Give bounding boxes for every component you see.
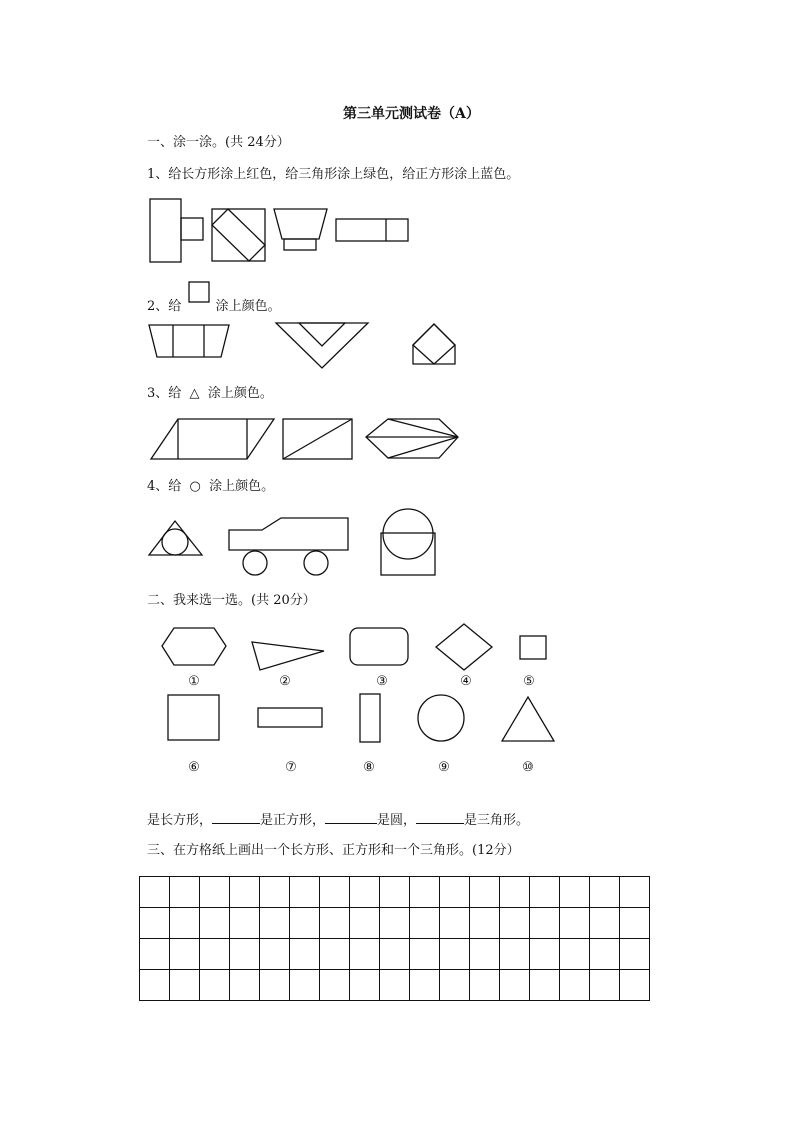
grid-cell[interactable] [410, 908, 440, 939]
grid-cell[interactable] [620, 908, 650, 939]
blank-circle[interactable] [325, 811, 377, 824]
part3-heading: 三、在方格纸上画出一个长方形、正方形和一个三角形。(12分） [147, 843, 520, 858]
grid-cell[interactable] [230, 908, 260, 939]
grid-cell[interactable] [260, 877, 290, 908]
grid-cell[interactable] [590, 970, 620, 1001]
shape-5-square [520, 636, 546, 659]
grid-cell[interactable] [410, 970, 440, 1001]
grid-cell[interactable] [320, 908, 350, 939]
grid-cell[interactable] [440, 970, 470, 1001]
grid-cell[interactable] [500, 877, 530, 908]
grid-cell[interactable] [320, 939, 350, 970]
drawing-grid[interactable] [139, 876, 650, 1001]
shape-3-rounded-rectangle [350, 628, 408, 665]
grid-cell[interactable] [530, 877, 560, 908]
grid-cell[interactable] [380, 939, 410, 970]
grid-cell[interactable] [290, 970, 320, 1001]
answer-text-square: 是正方形， [260, 813, 326, 828]
triangle-icon: △ [189, 386, 200, 401]
grid-cell[interactable] [560, 877, 590, 908]
grid-cell[interactable] [440, 908, 470, 939]
grid-cell[interactable] [590, 877, 620, 908]
grid-cell[interactable] [290, 908, 320, 939]
grid-cell[interactable] [200, 877, 230, 908]
grid-cell[interactable] [200, 970, 230, 1001]
grid-cell[interactable] [470, 877, 500, 908]
grid-cell[interactable] [500, 970, 530, 1001]
grid-cell[interactable] [170, 908, 200, 939]
grid-cell[interactable] [560, 939, 590, 970]
grid-cell[interactable] [620, 939, 650, 970]
grid-cell[interactable] [140, 908, 170, 939]
label-3: ③ [376, 674, 388, 689]
label-10: ⑩ [522, 760, 534, 775]
shape-6-square [168, 695, 219, 740]
q3-suffix: 涂上颜色。 [207, 386, 273, 401]
label-6: ⑥ [188, 760, 200, 775]
grid-cell[interactable] [410, 939, 440, 970]
label-4: ④ [460, 674, 472, 689]
grid-cell[interactable] [200, 908, 230, 939]
blank-square[interactable] [212, 811, 260, 824]
grid-cell[interactable] [350, 908, 380, 939]
answer-line [147, 811, 529, 829]
label-1: ① [188, 674, 200, 689]
grid-cell[interactable] [260, 908, 290, 939]
grid-cell[interactable] [260, 939, 290, 970]
grid-cell[interactable] [230, 877, 260, 908]
page-title: 第三单元测试卷（A） [343, 106, 480, 122]
part2-heading: 二、我来选一选。(共 20分） [147, 593, 316, 608]
answer-text-circle: 是圆， [377, 813, 417, 828]
grid-cell[interactable] [170, 877, 200, 908]
shape-9-circle [418, 695, 464, 741]
grid-cell[interactable] [470, 908, 500, 939]
answer-text-rectangle: 是长方形， [147, 813, 213, 828]
grid-cell[interactable] [440, 939, 470, 970]
grid-cell[interactable] [350, 970, 380, 1001]
grid-cell[interactable] [500, 908, 530, 939]
grid-cell[interactable] [290, 939, 320, 970]
grid-cell[interactable] [620, 877, 650, 908]
label-9: ⑨ [438, 760, 450, 775]
grid-cell[interactable] [530, 939, 560, 970]
grid-cell[interactable] [140, 970, 170, 1001]
grid-cell[interactable] [230, 939, 260, 970]
shape-1-hexagon [162, 628, 226, 665]
grid-cell[interactable] [320, 970, 350, 1001]
shape-4-diamond [436, 624, 492, 670]
grid-cell[interactable] [290, 877, 320, 908]
grid-cell[interactable] [470, 970, 500, 1001]
q2-prefix: 2、给 [147, 299, 182, 314]
grid-cell[interactable] [500, 939, 530, 970]
label-8: ⑧ [363, 760, 375, 775]
grid-cell[interactable] [200, 939, 230, 970]
grid-cell[interactable] [350, 877, 380, 908]
grid-cell[interactable] [470, 939, 500, 970]
part1-heading: 一、涂一涂。(共 24分） [147, 135, 290, 150]
grid-cell[interactable] [380, 877, 410, 908]
q4-suffix: 涂上颜色。 [209, 479, 275, 494]
grid-cell[interactable] [620, 970, 650, 1001]
shape-10-triangle [502, 697, 554, 741]
label-5: ⑤ [523, 674, 535, 689]
question-1-text: 1、给长方形涂上红色，给三角形涂上绿色，给正方形涂上蓝色。 [147, 167, 520, 182]
circle-icon: ○ [189, 479, 201, 494]
shape-2-triangle [252, 642, 324, 670]
grid-cell[interactable] [560, 908, 590, 939]
grid-cell[interactable] [260, 970, 290, 1001]
answer-text-triangle: 是三角形。 [464, 813, 530, 828]
q4-prefix: 4、给 [147, 479, 182, 494]
grid-cell[interactable] [440, 877, 470, 908]
q2-suffix: 涂上颜色。 [215, 299, 281, 314]
grid-cell[interactable] [170, 939, 200, 970]
grid-cell[interactable] [350, 939, 380, 970]
grid-cell[interactable] [140, 877, 170, 908]
q3-prefix: 3、给 [147, 386, 182, 401]
blank-triangle[interactable] [416, 811, 464, 824]
label-7: ⑦ [285, 760, 297, 775]
grid-cell[interactable] [230, 970, 260, 1001]
label-2: ② [279, 674, 291, 689]
grid-cell[interactable] [170, 970, 200, 1001]
grid-cell[interactable] [140, 939, 170, 970]
grid-cell[interactable] [590, 908, 620, 939]
grid-cell[interactable] [320, 877, 350, 908]
grid-cell[interactable] [530, 970, 560, 1001]
grid-cell[interactable] [380, 908, 410, 939]
grid-cell[interactable] [530, 908, 560, 939]
shape-7-rectangle [258, 708, 322, 727]
grid-cell[interactable] [380, 970, 410, 1001]
grid-cell[interactable] [410, 877, 440, 908]
shape-8-rectangle [360, 694, 380, 742]
grid-cell[interactable] [590, 939, 620, 970]
grid-cell[interactable] [560, 970, 590, 1001]
